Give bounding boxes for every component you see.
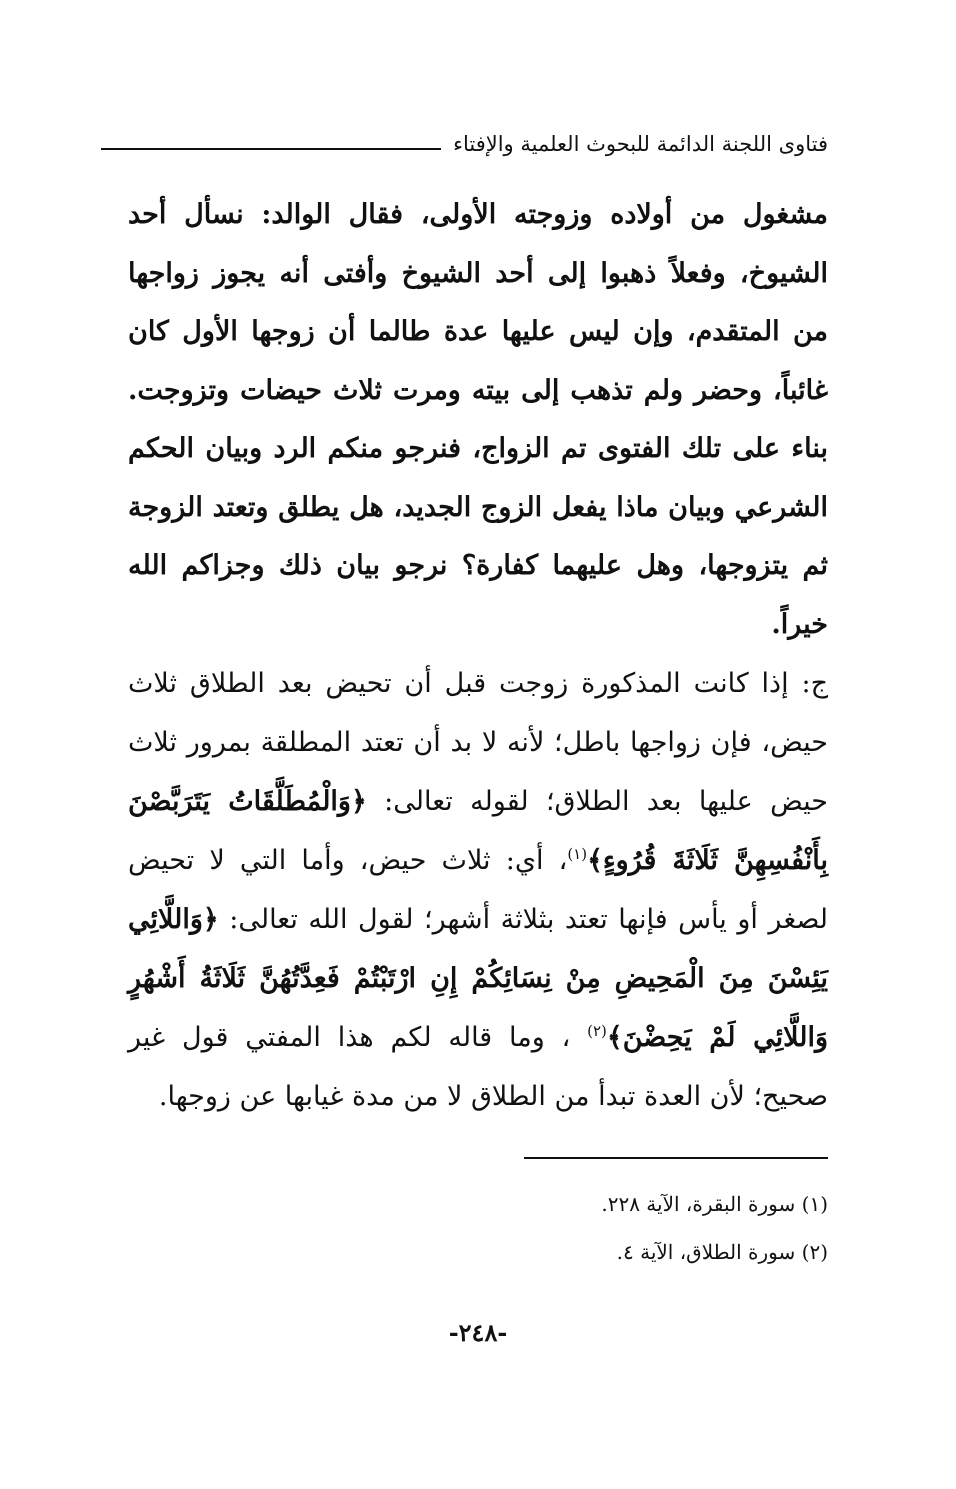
footnote-ref-1: (١) xyxy=(567,845,588,863)
footnote-2: (٢) سورة الطلاق، الآية ٤. xyxy=(616,1240,828,1264)
quran-verse-2: ﴿وَاللَّائِي يَئِسْنَ مِنَ الْمَحِيضِ مِنْ نِسَائِكُمْ إِنِ ارْتَبْتُمْ فَعِدَّتُهُنَّ ثَلَاثَةُ أَشْهُرٍ وَاللَّائِي لَمْ يَحِضْنَ﴾ xyxy=(128,904,828,1053)
running-header-title: فتاوى اللجنة الدائمة للبحوث العلمية والإفتاء xyxy=(453,132,828,156)
answer-paragraph xyxy=(128,654,828,1126)
answer-text-3: ، وما قاله لكم هذا المفتي قول غير صحيح؛ لأن العدة تبدأ من الطلاق لا من مدة غيابها عن زوجها. xyxy=(128,1022,828,1112)
answer-text-2: ، أي: ثلاث حيض، وأما التي لا تحيض لصغر أو يأس فإنها تعتد بثلاثة أشهر؛ لقول الله تعالى: xyxy=(128,845,828,935)
footnote-ref-2: (٢) xyxy=(587,1022,607,1040)
answer-text-1: ج: إذا كانت المذكورة زوجت قبل أن تحيض بعد الطلاق ثلاث حيض، فإن زواجها باطل؛ لأنه لا بد أن تعتد المطلقة بمرور ثلاث حيض عليها بعد الطلاق؛ لقوله تعالى: xyxy=(128,668,828,817)
running-header xyxy=(101,132,828,156)
footnotes xyxy=(128,1180,828,1276)
footnote-1: (١) سورة البقرة، الآية ٢٢٨. xyxy=(601,1192,828,1216)
question-paragraph: مشغول من أولاده وزوجته الأولى، فقال الوالد: نسأل أحد الشيوخ، وفعلاً ذهبوا إلى أحد الشيوخ وأفتى أنه يجوز زواجها من المتقدم، وإن ليس عليها عدة طالما أن زوجها الأول كان غائباً، وحضر ولم تذهب إلى بيته ومرت ثلاث حيضات وتزوجت. بناء على تلك الفتوى تم الزواج، فنرجو منكم الرد وبيان الحكم الشرعي وبيان ماذا يفعل الزوج الجديد، هل يطلق وتعتد الزوجة ثم يتزوجها، وهل عليهما كفارة؟ نرجو بيان ذلك وجزاكم الله خيراً. xyxy=(128,199,828,640)
page-number: -٢٤٨- xyxy=(448,1318,508,1347)
header-rule xyxy=(101,148,441,150)
footnote-rule xyxy=(524,1157,828,1159)
quran-verse-1: ﴿وَالْمُطَلَّقَاتُ يَتَرَبَّصْنَ بِأَنْفُسِهِنَّ ثَلَاثَةَ قُرُوءٍ﴾ xyxy=(128,786,828,876)
